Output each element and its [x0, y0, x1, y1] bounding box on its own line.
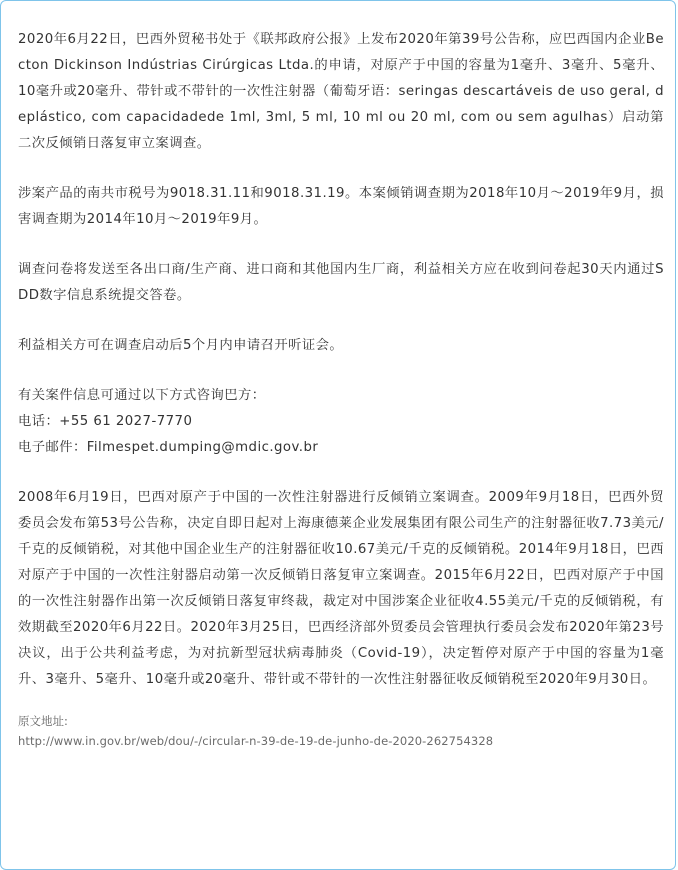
paragraph-announcement: 2020年6月22日，巴西外贸秘书处于《联邦政府公报》上发布2020年第39号公告称，应巴西国内企业Becton Dickinson Indústrias Cirúrgicas Ltda.的申请，对原产于中国的容量为1毫升、3毫升、5毫升、10毫升或20毫升、带针或不带针的一次性注射器（葡萄牙语：seringas descartáveis de uso geral, deplástico, com capacidadede 1ml, 3ml, 5 ml, 10 ml ou 20 ml, com ou sem agulhas）启动第二次反倾销日落复审立案调查。 [18, 32, 664, 151]
article-body [18, 27, 664, 751]
source-block [18, 711, 664, 751]
contact-block [18, 383, 664, 461]
contact-email[interactable]: 电子邮件：Filmespet.dumping@mdic.gov.br [18, 440, 319, 455]
contact-phone: 电话：+55 61 2027-7770 [18, 414, 193, 429]
paragraph-questionnaire: 调查问卷将发送至各出口商/生产商、进口商和其他国内生厂商，利益相关方应在收到问卷起30天内通过SDD数字信息系统提交答卷。 [18, 262, 664, 303]
paragraph-tariff-periods: 涉案产品的南共市税号为9018.31.11和9018.31.19。本案倾销调查期为2018年10月～2019年9月，损害调查期为2014年10月～2019年9月。 [18, 186, 664, 227]
contact-intro: 有关案件信息可通过以下方式咨询巴方： [18, 388, 266, 403]
source-label: 原文地址: [18, 714, 68, 728]
source-link[interactable]: http://www.in.gov.br/web/dou/-/circular-n-39-de-19-de-junho-de-2020-262754328 [18, 734, 494, 748]
paragraph-hearing: 利益相关方可在调查启动后5个月内申请召开听证会。 [18, 338, 344, 353]
paragraph-history: 2008年6月19日，巴西对原产于中国的一次性注射器进行反倾销立案调查。2009年9月18日，巴西外贸委员会发布第53号公告称，决定自即日起对上海康德莱企业发展集团有限公司生产的注射器征收7.73美元/千克的反倾销税，对其他中国企业生产的注射器征收10.67美元/千克的反倾销税。2014年9月18日，巴西对原产于中国的一次性注射器启动第一次反倾销日落复审立案调查。2015年6月22日，巴西对原产于中国的一次性注射器作出第一次反倾销日落复审终裁，裁定对中国涉案企业征收4.55美元/千克的反倾销税，有效期截至2020年6月22日。2020年3月25日，巴西经济部外贸委员会管理执行委员会发布2020年第23号决议，出于公共利益考虑，为对抗新型冠状病毒肺炎（Covid-19），决定暂停对原产于中国的容量为1毫升、3毫升、5毫升、10毫升或20毫升、带针或不带针的一次性注射器征收反倾销税至2020年9月30日。 [18, 490, 664, 687]
